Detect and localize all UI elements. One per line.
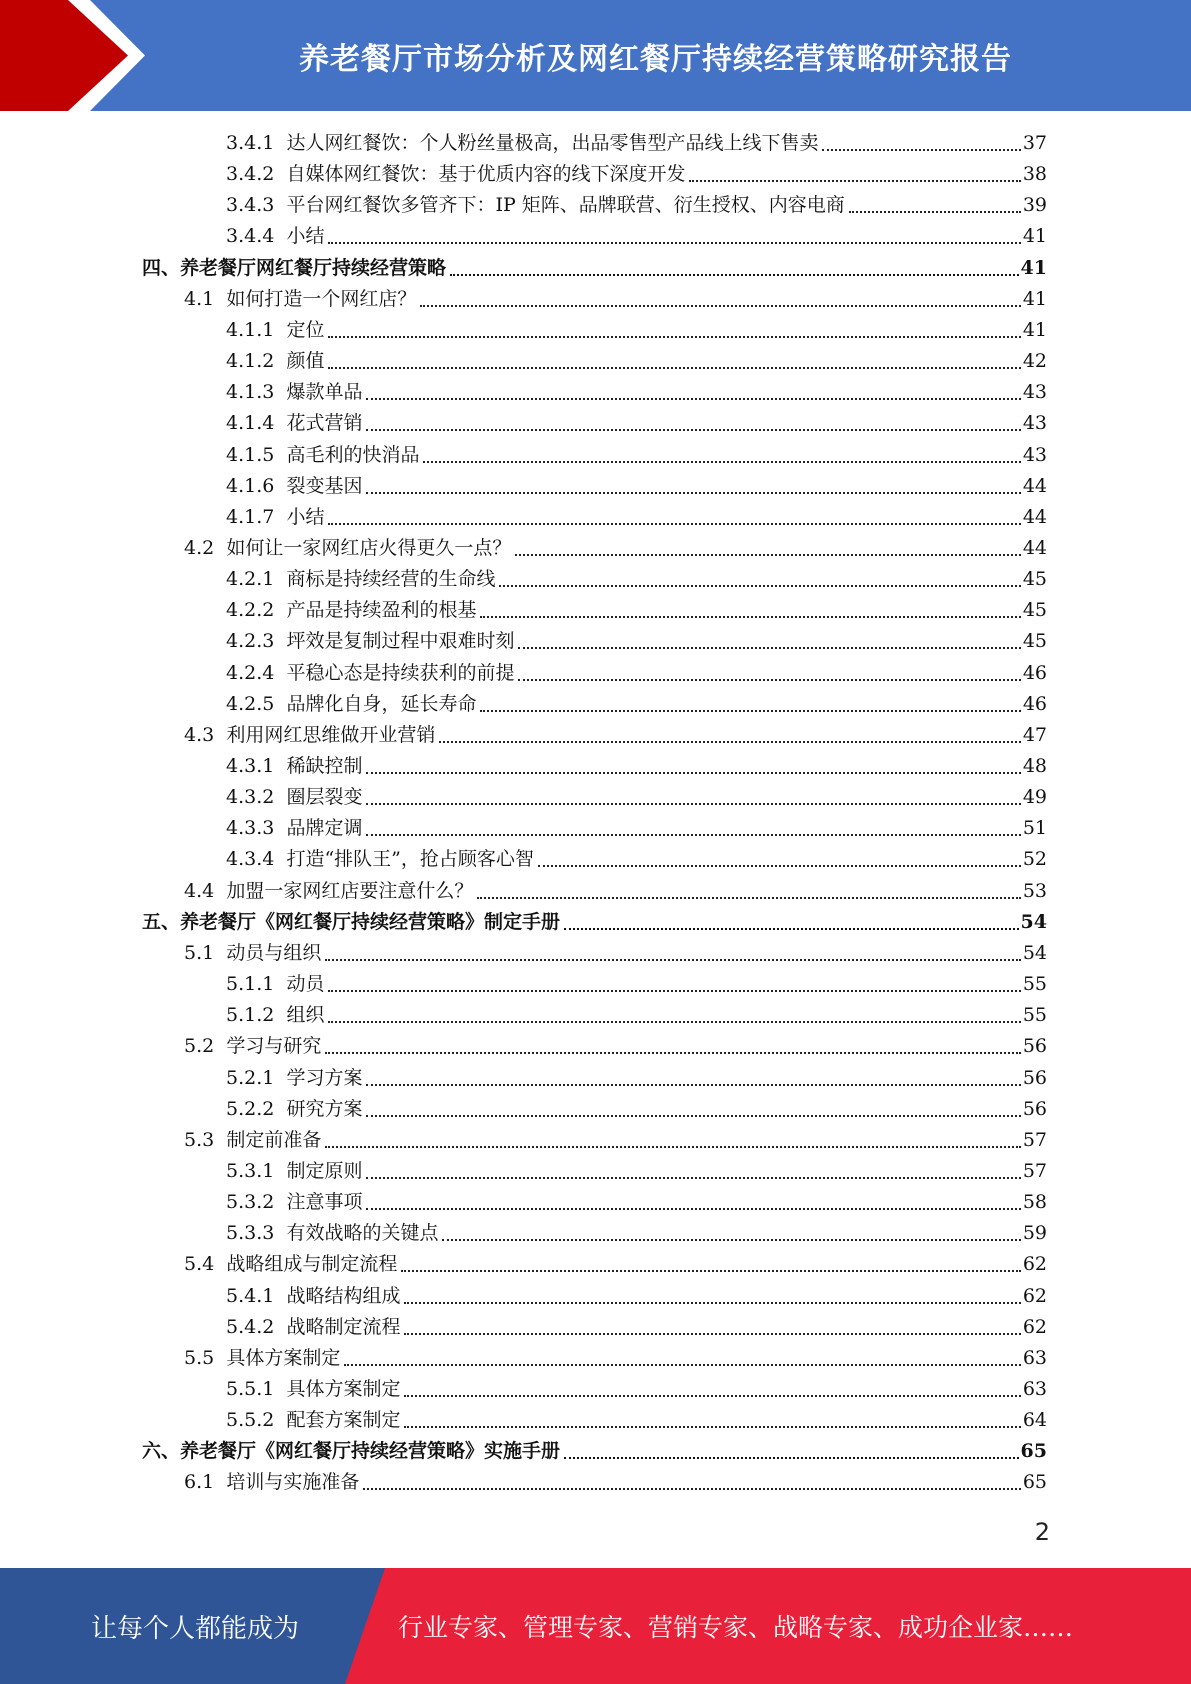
toc-entry-title: 爆款单品 — [286, 381, 363, 404]
toc-entry-spacer — [274, 1312, 286, 1343]
toc-page-number: 39 — [1022, 194, 1047, 217]
toc-entry-spacer — [274, 159, 286, 190]
toc-entry-number: 5.1 — [184, 941, 215, 964]
toc-entry-number: 5.2.1 — [226, 1066, 275, 1089]
toc-entry-title: 具体方案制定 — [286, 1378, 401, 1400]
toc-entry-spacer — [274, 844, 286, 875]
toc-entry-title: 动员与组织 — [226, 941, 322, 964]
toc-subsection-entry[interactable] — [226, 440, 1047, 471]
toc-subsection-entry[interactable] — [226, 221, 1047, 252]
toc-section-entry[interactable] — [184, 1249, 1047, 1280]
toc-page-number: 48 — [1022, 755, 1047, 777]
toc-entry-spacer — [274, 782, 286, 813]
toc-entry-spacer — [214, 1031, 226, 1062]
toc-dot-leader — [404, 1333, 1020, 1335]
toc-entry-number: 3.4.1 — [226, 132, 275, 154]
toc-entry-number: 5.4.2 — [226, 1315, 275, 1338]
toc-entry-spacer — [274, 346, 286, 377]
toc-entry-title: 学习与研究 — [226, 1035, 322, 1058]
toc-entry-title: 五、养老餐厅《网红餐厅持续经营策略》制定手册 — [142, 910, 561, 933]
toc-page-number: 56 — [1022, 1035, 1047, 1058]
toc-page-number: 45 — [1022, 568, 1047, 591]
page-header — [0, 0, 1191, 111]
toc-page-number: 42 — [1022, 350, 1047, 373]
toc-dot-leader — [849, 211, 1021, 213]
toc-entry-title: 品牌定调 — [286, 817, 363, 840]
toc-page-number: 57 — [1022, 1159, 1047, 1182]
toc-entry-title: 裂变基因 — [286, 474, 363, 497]
toc-subsection-entry[interactable] — [226, 1000, 1047, 1031]
toc-page-number: 62 — [1022, 1315, 1047, 1338]
toc-entry-number: 4.2.5 — [226, 692, 275, 715]
toc-section-entry[interactable] — [184, 720, 1047, 751]
page-number: 2 — [1034, 1518, 1050, 1546]
toc-entry-spacer — [274, 377, 286, 408]
toc-page-number: 41 — [1020, 256, 1047, 279]
toc-entry-spacer — [274, 315, 286, 346]
toc-subsection-entry[interactable] — [226, 751, 1047, 782]
toc-page-number: 45 — [1022, 630, 1047, 653]
toc-page-number: 38 — [1022, 163, 1047, 186]
toc-subsection-entry[interactable] — [226, 1094, 1047, 1125]
toc-section-entry[interactable] — [184, 1343, 1047, 1374]
toc-entry-spacer — [274, 408, 286, 439]
toc-entry-number: 5.2.2 — [226, 1097, 275, 1120]
toc-entry-number: 4.2.1 — [226, 568, 275, 591]
toc-dot-leader — [344, 1364, 1020, 1366]
toc-entry-title: 如何让一家网红店火得更久一点？ — [226, 536, 512, 559]
toc-subsection-entry[interactable] — [226, 159, 1047, 190]
toc-subsection-entry[interactable] — [226, 564, 1047, 595]
toc-entry-title: 学习方案 — [286, 1066, 363, 1089]
toc-chapter-entry[interactable] — [142, 253, 1047, 284]
toc-dot-leader — [328, 523, 1020, 525]
toc-page-number: 47 — [1022, 723, 1047, 746]
toc-page-number: 57 — [1022, 1128, 1047, 1151]
toc-entry-spacer — [214, 1343, 226, 1374]
toc-entry-title: 组织 — [286, 1004, 325, 1027]
toc-page-number: 53 — [1022, 879, 1047, 902]
toc-entry-spacer — [274, 689, 286, 720]
toc-entry-title: 战略组成与制定流程 — [226, 1253, 398, 1276]
toc-entry-number: 4.2 — [184, 536, 215, 559]
toc-page-number: 41 — [1022, 225, 1047, 248]
toc-entry-number: 5.5.2 — [226, 1409, 275, 1432]
toc-dot-leader — [366, 1084, 1020, 1086]
toc-chapter-entry[interactable] — [142, 1436, 1047, 1467]
toc-entry-number: 5.2 — [184, 1035, 215, 1058]
toc-entry-title: 自媒体网红餐饮：基于优质内容的线下深度开发 — [286, 163, 686, 186]
toc-dot-leader — [518, 647, 1020, 649]
toc-subsection-entry[interactable] — [226, 1312, 1047, 1343]
toc-entry-number: 4.2.2 — [226, 599, 275, 622]
toc-entry-spacer — [274, 128, 286, 159]
toc-subsection-entry[interactable] — [226, 471, 1047, 502]
toc-page-number: 55 — [1022, 1004, 1047, 1027]
toc-entry-spacer — [214, 876, 226, 907]
toc-entry-spacer — [274, 1218, 286, 1249]
toc-entry-title: 四、养老餐厅网红餐厅持续经营策略 — [142, 256, 447, 279]
toc-entry-number: 3.4.3 — [226, 194, 275, 217]
toc-entry-title: 六、养老餐厅《网红餐厅持续经营策略》实施手册 — [142, 1440, 561, 1463]
toc-page-number: 64 — [1022, 1409, 1047, 1432]
toc-entry-title: 加盟一家网红店要注意什么？ — [226, 879, 474, 902]
toc-dot-leader — [328, 1021, 1020, 1023]
toc-entry-number: 4.3.1 — [226, 755, 275, 777]
toc-page-number: 46 — [1022, 661, 1047, 684]
toc-entry-number: 6.1 — [184, 1471, 215, 1494]
toc-entry-number: 4.2.3 — [226, 630, 275, 653]
toc-entry-spacer — [274, 1063, 286, 1094]
toc-entry-title: 坪效是复制过程中艰难时刻 — [286, 630, 515, 653]
toc-dot-leader — [499, 585, 1020, 587]
toc-page-number: 65 — [1022, 1471, 1047, 1494]
toc-dot-leader — [420, 305, 1020, 307]
toc-section-entry[interactable] — [184, 533, 1047, 564]
toc-dot-leader — [325, 959, 1020, 961]
toc-entry-number: 5.5.1 — [226, 1378, 275, 1400]
toc-entry-spacer — [214, 720, 226, 751]
toc-entry-title: 配套方案制定 — [286, 1409, 401, 1432]
toc-entry-spacer — [274, 1094, 286, 1125]
toc-entry-number: 4.1.2 — [226, 350, 275, 373]
toc-dot-leader — [366, 429, 1020, 431]
toc-entry-number: 5.4.1 — [226, 1284, 275, 1307]
toc-entry-title: 小结 — [286, 225, 325, 248]
toc-entry-number: 4.3.3 — [226, 817, 275, 840]
toc-entry-title: 具体方案制定 — [226, 1346, 341, 1369]
toc-page-number: 37 — [1022, 132, 1047, 154]
toc-page-number: 54 — [1022, 941, 1047, 964]
toc-entry-title: 平台网红餐饮多管齐下：IP 矩阵、品牌联营、衍生授权、内容电商 — [286, 194, 845, 217]
toc-section-entry[interactable] — [184, 1467, 1047, 1498]
toc-dot-leader — [564, 928, 1019, 930]
toc-entry-title: 稀缺控制 — [286, 755, 363, 777]
toc-entry-spacer — [274, 595, 286, 626]
toc-page-number: 62 — [1022, 1284, 1047, 1307]
toc-entry-number: 5.3.3 — [226, 1222, 275, 1245]
toc-entry-title: 小结 — [286, 505, 325, 528]
toc-page-number: 43 — [1022, 443, 1047, 466]
toc-subsection-entry[interactable] — [226, 408, 1047, 439]
toc-entry-title: 品牌化自身，延长寿命 — [286, 692, 477, 715]
toc-page-number: 49 — [1022, 786, 1047, 809]
footer-slogan-right: 行业专家、管理专家、营销专家、战略专家、成功企业家…… — [398, 1613, 1074, 1642]
toc-dot-leader — [366, 398, 1020, 400]
toc-subsection-entry[interactable] — [226, 377, 1047, 408]
toc-page-number: 58 — [1022, 1191, 1047, 1214]
toc-entry-spacer — [274, 969, 286, 1000]
toc-dot-leader — [477, 897, 1020, 899]
toc-entry-spacer — [274, 440, 286, 471]
toc-page-number: 41 — [1022, 318, 1047, 341]
toc-entry-number: 3.4.2 — [226, 163, 275, 186]
toc-entry-number: 4.3.4 — [226, 848, 275, 871]
toc-dot-leader — [404, 1426, 1020, 1428]
toc-page-number: 44 — [1022, 474, 1047, 497]
toc-subsection-entry[interactable] — [226, 1156, 1047, 1187]
toc-entry-title: 花式营销 — [286, 412, 363, 435]
toc-dot-leader — [450, 274, 1019, 276]
toc-entry-title: 高毛利的快消品 — [286, 443, 420, 466]
toc-page-number: 45 — [1022, 599, 1047, 622]
toc-dot-leader — [564, 1457, 1019, 1459]
toc-entry-title: 产品是持续盈利的根基 — [286, 599, 477, 622]
toc-subsection-entry[interactable] — [226, 128, 1047, 159]
toc-page-number: 65 — [1020, 1440, 1047, 1463]
toc-dot-leader — [515, 554, 1020, 556]
toc-page-number: 56 — [1022, 1066, 1047, 1089]
toc-page-number: 52 — [1022, 848, 1047, 871]
toc-subsection-entry[interactable] — [226, 844, 1047, 875]
toc-entry-number: 4.4 — [184, 879, 215, 902]
footer-slogan-left: 让每个人都能成为 — [90, 1613, 299, 1644]
toc-entry-title: 有效战略的关键点 — [286, 1222, 439, 1245]
toc-dot-leader — [404, 1395, 1020, 1397]
toc-entry-number: 5.4 — [184, 1253, 215, 1276]
toc-subsection-entry[interactable] — [226, 1374, 1047, 1405]
toc-entry-title: 如何打造一个网红店？ — [226, 287, 417, 310]
toc-page-number: 63 — [1022, 1378, 1047, 1400]
toc-subsection-entry[interactable] — [226, 658, 1047, 689]
toc-entry-spacer — [274, 502, 286, 533]
toc-dot-leader — [404, 1302, 1020, 1304]
toc-section-entry[interactable] — [184, 284, 1047, 315]
toc-entry-title: 颜值 — [286, 350, 325, 373]
toc-entry-title: 圈层裂变 — [286, 786, 363, 809]
toc-entry-spacer — [274, 564, 286, 595]
toc-entry-number: 5.5 — [184, 1346, 215, 1369]
toc-dot-leader — [363, 1488, 1020, 1490]
toc-entry-number: 4.2.4 — [226, 661, 275, 684]
toc-entry-number: 4.1.3 — [226, 381, 275, 404]
toc-subsection-entry[interactable] — [226, 1405, 1047, 1436]
toc-dot-leader — [366, 834, 1020, 836]
toc-page-number: 43 — [1022, 381, 1047, 404]
toc-page-number: 51 — [1022, 817, 1047, 840]
toc-entry-spacer — [214, 1467, 226, 1498]
toc-entry-title: 战略结构组成 — [286, 1284, 401, 1307]
toc-dot-leader — [442, 1239, 1020, 1241]
toc-entry-number: 4.1.1 — [226, 318, 275, 341]
toc-page-number: 62 — [1022, 1253, 1047, 1276]
toc-section-entry[interactable] — [184, 938, 1047, 969]
toc-entry-number: 4.3.2 — [226, 786, 275, 809]
toc-entry-number: 5.1.1 — [226, 973, 275, 996]
toc-entry-spacer — [274, 658, 286, 689]
toc-dot-leader — [366, 1115, 1020, 1117]
toc-entry-spacer — [214, 533, 226, 564]
toc-dot-leader — [480, 616, 1020, 618]
toc-entry-title: 制定原则 — [286, 1159, 363, 1182]
toc-entry-number: 4.3 — [184, 723, 215, 746]
toc-entry-spacer — [274, 190, 286, 221]
toc-page-number: 44 — [1022, 505, 1047, 528]
toc-dot-leader — [366, 772, 1020, 774]
toc-entry-number: 5.1.2 — [226, 1004, 275, 1027]
toc-subsection-entry[interactable] — [226, 689, 1047, 720]
toc-entry-title: 定位 — [286, 318, 325, 341]
toc-section-entry[interactable] — [184, 876, 1047, 907]
toc-entry-spacer — [274, 1156, 286, 1187]
toc-page-number: 44 — [1022, 536, 1047, 559]
toc-entry-spacer — [274, 1187, 286, 1218]
toc-subsection-entry[interactable] — [226, 1063, 1047, 1094]
toc-entry-title: 研究方案 — [286, 1097, 363, 1120]
toc-entry-title: 动员 — [286, 973, 325, 996]
toc-dot-leader — [822, 149, 1020, 151]
toc-subsection-entry[interactable] — [226, 782, 1047, 813]
toc-dot-leader — [328, 990, 1020, 992]
toc-page-number: 55 — [1022, 973, 1047, 996]
toc-subsection-entry[interactable] — [226, 315, 1047, 346]
toc-page-number: 59 — [1022, 1222, 1047, 1245]
toc-entry-spacer — [274, 221, 286, 252]
toc-entry-number: 4.1 — [184, 287, 215, 310]
report-title: 养老餐厅市场分析及网红餐厅持续经营策略研究报告 — [299, 41, 1012, 77]
toc-entry-number: 5.3 — [184, 1128, 215, 1151]
toc-dot-leader — [328, 367, 1020, 369]
toc-entry-title: 平稳心态是持续获利的前提 — [286, 661, 515, 684]
toc-subsection-entry[interactable] — [226, 502, 1047, 533]
toc-section-entry[interactable] — [184, 1031, 1047, 1062]
toc-entry-spacer — [274, 1000, 286, 1031]
toc-subsection-entry[interactable] — [226, 1218, 1047, 1249]
toc-page-number: 56 — [1022, 1097, 1047, 1120]
toc-dot-leader — [401, 1270, 1020, 1272]
toc-page-number: 63 — [1022, 1346, 1047, 1369]
toc-entry-spacer — [274, 1281, 286, 1312]
toc-entry-spacer — [274, 751, 286, 782]
toc-entry-spacer — [274, 813, 286, 844]
toc-entry-spacer — [274, 1405, 286, 1436]
toc-entry-title: 利用网红思维做开业营销 — [226, 723, 436, 746]
toc-dot-leader — [366, 803, 1020, 805]
toc-entry-title: 培训与实施准备 — [226, 1471, 360, 1494]
toc-entry-spacer — [274, 471, 286, 502]
toc-entry-title: 战略制定流程 — [286, 1315, 401, 1338]
page-footer — [0, 1568, 1191, 1684]
toc-entry-number: 4.1.5 — [226, 443, 275, 466]
toc-entry-number: 3.4.4 — [226, 225, 275, 248]
toc-section-entry[interactable] — [184, 1125, 1047, 1156]
toc-entry-title: 达人网红餐饮：个人粉丝量极高，出品零售型产品线上线下售卖 — [286, 132, 819, 154]
toc-entry-spacer — [214, 938, 226, 969]
toc-entry-title: 商标是持续经营的生命线 — [286, 568, 496, 591]
toc-entry-spacer — [274, 626, 286, 657]
toc-dot-leader — [366, 492, 1020, 494]
toc-subsection-entry[interactable] — [226, 1187, 1047, 1218]
toc-dot-leader — [480, 710, 1020, 712]
toc-dot-leader — [366, 1177, 1020, 1179]
toc-dot-leader — [689, 180, 1020, 182]
toc-dot-leader — [439, 741, 1020, 743]
toc-chapter-entry[interactable] — [142, 907, 1047, 938]
toc-entry-spacer — [214, 1125, 226, 1156]
toc-entry-number: 4.1.7 — [226, 505, 275, 528]
toc-dot-leader — [366, 1208, 1020, 1210]
toc-entry-number: 4.1.6 — [226, 474, 275, 497]
toc-page-number: 54 — [1020, 910, 1047, 933]
toc-subsection-entry[interactable] — [226, 626, 1047, 657]
toc-entry-title: 制定前准备 — [226, 1128, 322, 1151]
toc-dot-leader — [328, 336, 1020, 338]
toc-subsection-entry[interactable] — [226, 595, 1047, 626]
toc-subsection-entry[interactable] — [226, 1281, 1047, 1312]
toc-dot-leader — [423, 461, 1020, 463]
toc-entry-number: 5.3.2 — [226, 1191, 275, 1214]
toc-subsection-entry[interactable] — [226, 969, 1047, 1000]
toc-dot-leader — [328, 242, 1020, 244]
toc-subsection-entry[interactable] — [226, 813, 1047, 844]
toc-entry-number: 5.3.1 — [226, 1159, 275, 1182]
toc-subsection-entry[interactable] — [226, 346, 1047, 377]
toc-page-number: 46 — [1022, 692, 1047, 715]
toc-entry-spacer — [214, 284, 226, 315]
toc-entry-title: 注意事项 — [286, 1191, 363, 1214]
toc-entry-spacer — [274, 1374, 286, 1405]
toc-dot-leader — [518, 679, 1020, 681]
toc-entry-number: 4.1.4 — [226, 412, 275, 435]
toc-dot-leader — [538, 865, 1021, 867]
toc-entry-spacer — [214, 1249, 226, 1280]
toc-dot-leader — [325, 1052, 1020, 1054]
toc-page-number: 43 — [1022, 412, 1047, 435]
toc-subsection-entry[interactable] — [226, 190, 1047, 221]
toc-entry-title: 打造“排队王”，抢占顾客心智 — [286, 848, 534, 871]
toc-page-number: 41 — [1022, 287, 1047, 310]
toc-dot-leader — [325, 1146, 1020, 1148]
